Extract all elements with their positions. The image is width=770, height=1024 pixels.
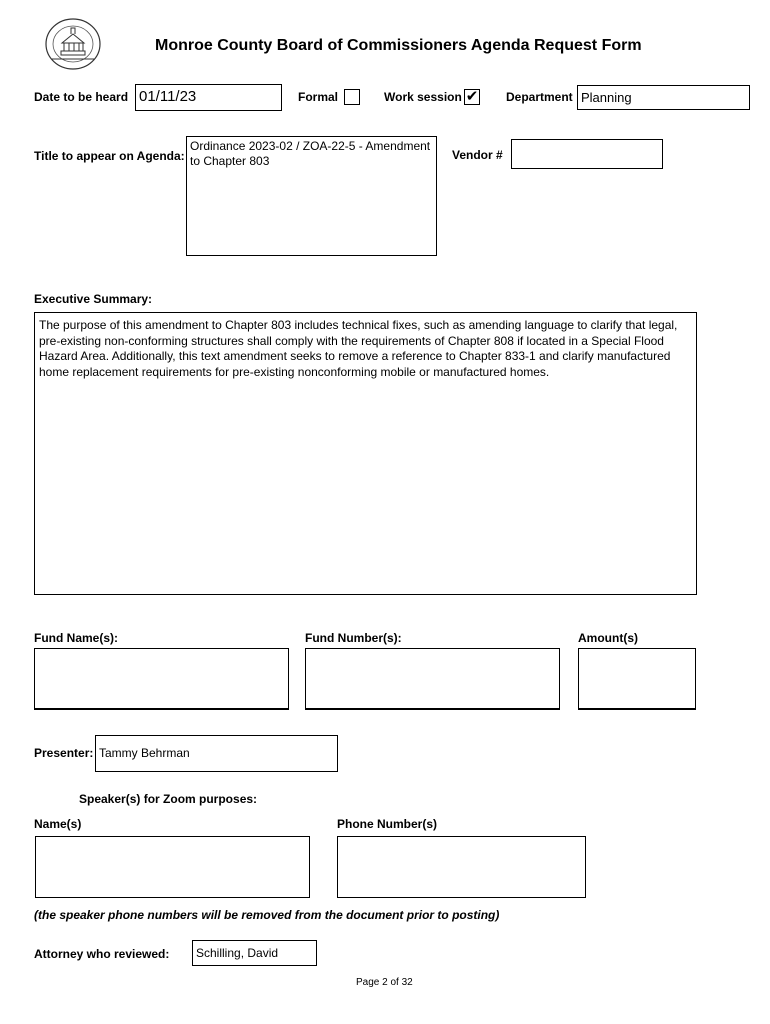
work-session-checkbox[interactable]: ✔ (465, 88, 479, 105)
agenda-title-field[interactable]: Ordinance 2023-02 / ZOA-22-5 - Amendment to Chapter 803 (186, 136, 437, 256)
speaker-phone-field[interactable] (337, 836, 586, 898)
date-label: Date to be heard (34, 90, 129, 104)
amount-field[interactable] (578, 648, 696, 710)
presenter-label: Presenter: (34, 746, 94, 760)
department-field[interactable]: Planning (577, 85, 750, 110)
vendor-field[interactable] (511, 139, 663, 169)
speaker-note: (the speaker phone numbers will be removed from the document prior to posting) (34, 908, 500, 922)
executive-summary-label: Executive Summary: (34, 292, 153, 306)
fund-number-label: Fund Number(s): (305, 631, 402, 645)
agenda-title-label: Title to appear on Agenda: (34, 149, 185, 163)
speakers-heading: Speaker(s) for Zoom purposes: (79, 792, 258, 806)
fund-number-field[interactable] (305, 648, 560, 710)
formal-label: Formal (298, 90, 339, 104)
executive-summary-field[interactable]: The purpose of this amendment to Chapter 803 includes technical fixes, such as amending language to clarify that legal, pre-existing non-conforming structures shall comply with the requirements of Chapter 808 if located in a Special Flood Hazard Area. Additionally, this text amendment seeks to remove a reference to Chapter 833-1 and clarify manufactured home replacement requirements for pre-existing nonconforming mobile or manufactured homes. (34, 312, 697, 595)
fund-name-field[interactable] (34, 648, 289, 710)
department-label: Department (506, 90, 573, 104)
speaker-phone-label: Phone Number(s) (337, 817, 438, 831)
presenter-field[interactable]: Tammy Behrman (95, 735, 338, 772)
work-session-label: Work session (384, 90, 462, 104)
speaker-name-field[interactable] (35, 836, 310, 898)
speaker-name-label: Name(s) (34, 817, 82, 831)
page-number: Page 2 of 32 (356, 977, 413, 988)
attorney-field[interactable]: Schilling, David (192, 940, 317, 966)
county-seal-logo (44, 17, 102, 71)
formal-checkbox[interactable] (344, 89, 360, 105)
fund-name-label: Fund Name(s): (34, 631, 118, 645)
form-title: Monroe County Board of Commissioners Agenda Request Form (155, 37, 642, 54)
amount-label: Amount(s) (578, 631, 638, 645)
attorney-label: Attorney who reviewed: (34, 947, 170, 961)
vendor-label: Vendor # (452, 148, 503, 162)
date-field[interactable]: 01/11/23 (135, 84, 282, 111)
